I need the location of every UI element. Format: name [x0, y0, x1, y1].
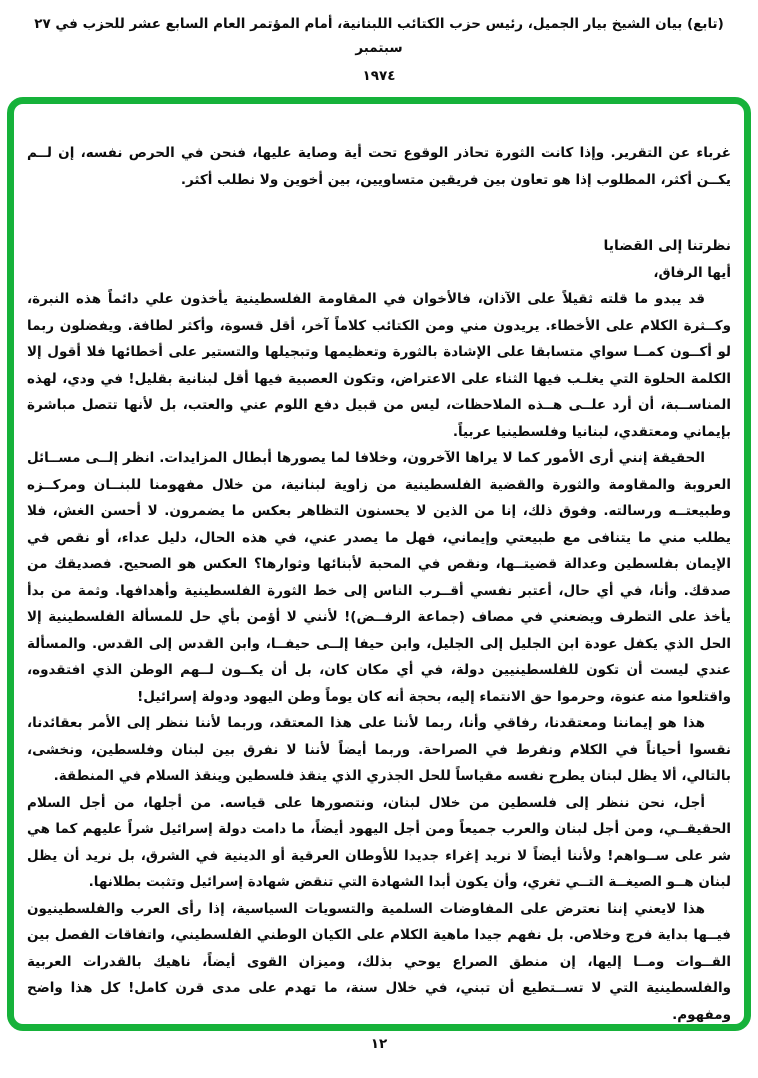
salutation-line: أيها الرفاق،: [653, 264, 731, 281]
continuation-paragraph: غرباء عن التقرير. وإذا كانت الثورة تحاذر الوقوع تحت أية وصاية عليها، فنحن في الحرص نفسه، إن لــم يكــن أكثر، المطلوب إذا هو تعاون بين فريقين متساويين، بين أخوين ولا نطلب أكثر.: [27, 145, 731, 188]
body-paragraph: قد يبدو ما قلته ثقيلاً على الآذان، فالأخوان في المقاومة الفلسطينية يأخذون علي دائماً هذه النبرة، وكــثرة الكلام على الأخطاء. يريدون مني ومن الكتائب كلاماً آخر، أقل قسوة، وأكثر لطافة. ويفضلون ربما لو أكــون كمــا سواي متسابقا على الإشادة بالثورة وتعظيمها وتبجيلها والتستير على أخطائها فلا أقول إلا الكلمة الحلوة التي يغلـب فيها الثناء على الاعتراض، وتكون العصبية فيها أقل لبنانية بقليل! في ودي، لهذه المناســبة، أن أرد علــى هــذه الملاحظات، ليس من قبيل دفع اللوم عني والعتب، بل لأنها تتصل مباشرة بإيماني ومعتقدي، لبنانيا وفلسطينيا عربياً.: [27, 291, 731, 440]
page-number: ١٢: [370, 1036, 388, 1052]
body-paragraph: هذا لايعني إننا نعترض على المفاوضات السلمية والتسويات السياسية، إذا رأى العرب والفلسطينيون فيــها بداية فرج وخلاص. بل نفهم جيدا ماهية الكلام على الكيان الوطني الفلسطيني، واتفاقات الفصل بين القــوات ومــا إليها، إن منطق الصراع يوحي بذلك، وميزان القوى أيضاً، ناهيك بالقدرات العربية والفلسطينية التي لا تســتطيع أن تبني، في خلال سنة، ما تهدم على مدى قرن كامل! كل هذا واضح ومفهوم.: [27, 900, 731, 1023]
document-title-year: ١٩٧٤: [362, 68, 396, 84]
document-body: [14, 104, 744, 1028]
green-border-frame: [7, 97, 751, 1031]
body-paragraph: أجل، نحن ننظر إلى فلسطين من خلال لبنان، ونتصورها على قياسه. من أجلها، من أجل السلام الحقيقــي، ومن أجل لبنان والعرب جميعاً ومن أجل اليهود أيضاً، ما دامت دولة إسرائيل شراً عليهم كما هي شر على ســواهم! ولأننا أيضاً لا نريد إغراء جديدا للأوطان العرقية أو الدينية في الشرق، بل نريد أن يظل لبنان هــو الصيغــة التــي تغري، وأن يكون أبدا الشهادة التي تنقض شهادة إسرائيل وتثبت بطلانها.: [27, 794, 731, 890]
section-heading: نظرتنا إلى القضايا: [603, 238, 731, 254]
body-paragraph: الحقيقة إنني أرى الأمور كما لا يراها الآخرون، وخلافا لما يصورها أبطال المزايدات. انظر إلــى مســائل العروبة والمقاومة والثورة والقضية الفلسطينية من زاوية لبنانية، من خلال مفهومنا للبنــان ومركــزه وطبيعتــه ورسالته. وفوق ذلك، إنا من الذين لا يحسنون التظاهر بعكس ما يضمرون. لا أحسن الغش، فلا يطلب مني ما يتنافى مع طبيعتي وإيماني، فهل ما يصدر عني، في هذه الحال، دليل عداء، أو نقص في الإيمان بفلسطين وعدالة قضيتــها، ونقص في المحبة لأبنائها وثوارها؟ العكس هو الصحيح. فصديقك من صدقك. وأنا، في أي حال، أعتبر نفسي أقــرب الناس إلى خط الثورة الفلسطينية وأهدافها. وثمة من بدأ يأخذ على التطرف ويضعني في مصاف (جماعة الرفــض)! لأنني لا أؤمن بأي حل للمسألة الفلسطينية إلا الحل الذي يكفل عودة ابن الجليل إلى الجليل، وابن حيفا إلــى حيفــا، وابن القدس إلى القدس. والمسألة عندي ليست أن تكون للفلسطينيين دولة، في أي مكان كان، بل أن يكــون لــهم الوطن الذي افتقدوه، واقتلعوا منه عنوة، وحرموا حق الانتماء إليه، بحجة أنه كان يوماً وطن اليهود ودولة إسرائيل!: [27, 450, 731, 705]
document-title: (تابع) بيان الشيخ بيار الجميل، رئيس حزب الكتائب اللبنانية، أمام المؤتمر العام السابع عشر للحزب في ٢٧ سبتمبر: [34, 16, 724, 56]
document-header: [0, 0, 758, 112]
body-paragraph: هذا هو إيماننا ومعتقدنا، رفاقي وأنا، ربما لأننا على هذا المعتقد، وربما لأننا ننظر إلى الأمر بعقائدنا، نقسوا أحياناً في الكلام ونفرط في الصراحة. وربما أيضاً لأننا لا نفرق بين لبنان وفلسطين، ونخشى، بالتالي، ألا يظل لبنان يطرح نفسه مقياساً للحل الجذري الذي ينقذ فلسطين وينقذ السلام في المنطقة.: [27, 715, 731, 784]
